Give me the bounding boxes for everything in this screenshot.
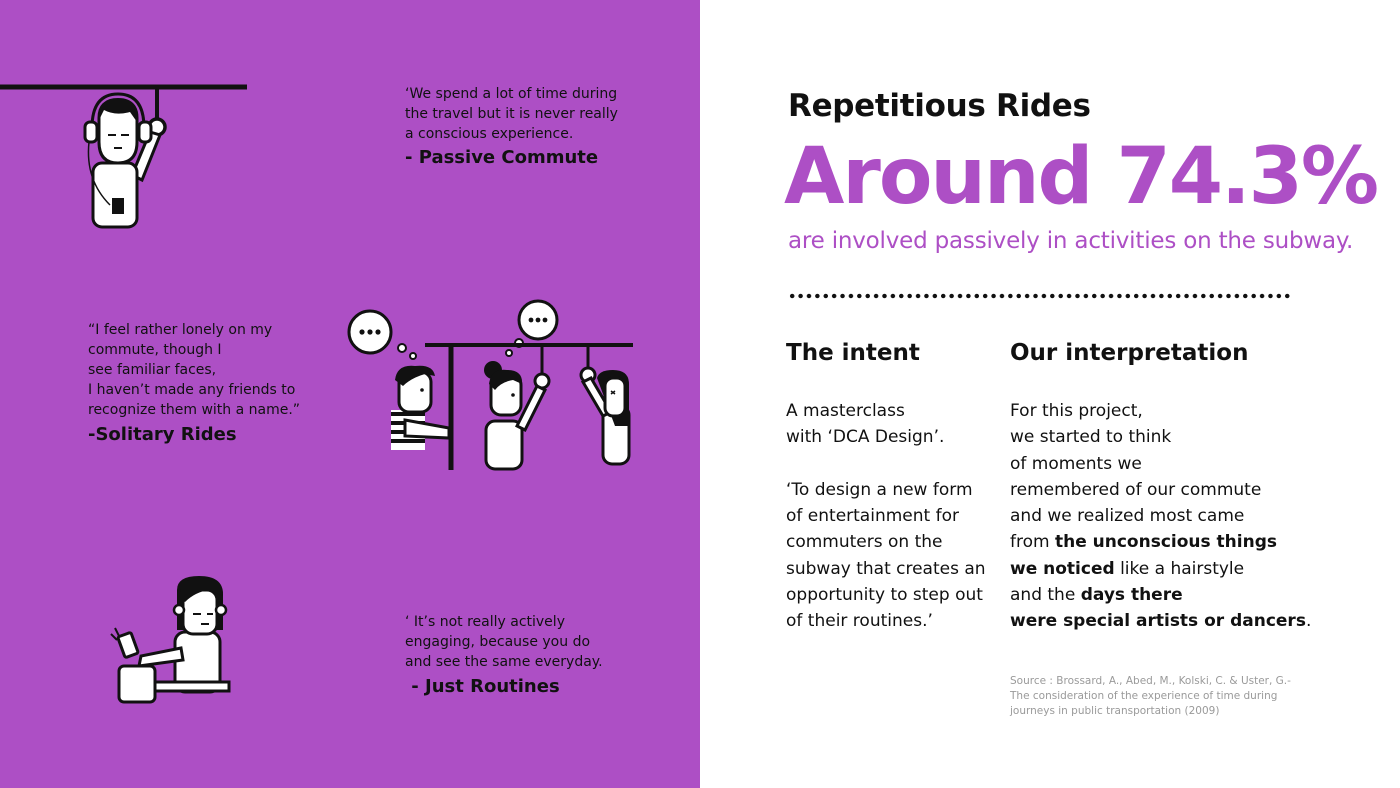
seated-passenger-with-phone-icon	[105, 570, 245, 710]
commuter-with-headphones-icon	[0, 80, 260, 240]
intent-quote-line: subway that creates an	[786, 558, 986, 579]
page-title: Repetitious Rides	[788, 88, 1091, 124]
intent-quote-line: of entertainment for	[786, 506, 959, 527]
just-routines-attribution: - Just Routines	[405, 676, 560, 697]
solitary-rides-quote: “I feel rather lonely on my commute, though I see familiar faces, I haven’t made any friends to recognize them with a name.”	[88, 322, 301, 418]
intent-spacer	[786, 451, 986, 477]
intent-quote-line: commuters on the	[786, 532, 943, 553]
interpretation-line: we started to think	[1010, 427, 1172, 448]
interpretation-text: and the	[1010, 585, 1081, 606]
interpretation-emphasis: were special artists or dancers	[1010, 611, 1306, 632]
solitary-rides-attribution: -Solitary Rides	[88, 424, 237, 445]
intent-line: with ‘DCA Design’.	[786, 427, 945, 448]
passive-commute-attribution: - Passive Commute	[405, 147, 599, 168]
interpretation-emphasis: we noticed	[1010, 558, 1115, 579]
interpretation-line: and we realized most came	[1010, 506, 1245, 527]
interpretation-text: like a hairstyle	[1114, 558, 1245, 579]
stats-panel	[700, 0, 1400, 788]
statistic-subline: are involved passively in activities on the subway.	[788, 228, 1354, 254]
interpretation-line	[1010, 556, 1311, 582]
intent-body	[786, 398, 986, 635]
dotted-divider	[788, 293, 1293, 299]
intent-quote-line: ‘To design a new form	[786, 479, 973, 500]
intent-title: The intent	[786, 340, 920, 366]
interpretation-emphasis: days there	[1080, 585, 1183, 606]
passengers-holding-handrails-icon	[345, 298, 645, 478]
interpretation-title: Our interpretation	[1010, 340, 1249, 366]
interpretation-text: .	[1305, 611, 1312, 632]
intent-quote-line: opportunity to step out	[786, 585, 983, 606]
intent-quote-line: of their routines.’	[786, 611, 933, 632]
source-citation: Source : Brossard, A., Abed, M., Kolski, C. & Uster, G.- The consideration of the experience of time during journeys in public transportation (2009)	[1010, 675, 1291, 717]
interpretation-text: from	[1010, 532, 1055, 553]
headline-statistic: Around 74.3%	[784, 132, 1378, 222]
just-routines-quote: ‘ It’s not really actively engaging, because you do and see the same everyday.	[405, 614, 603, 670]
interpretation-line: For this project,	[1010, 401, 1143, 421]
interpretation-line	[1010, 529, 1311, 555]
passive-commute-quote: ‘We spend a lot of time during the travel but it is never really a conscious experience.	[405, 86, 618, 142]
intent-line: A masterclass	[786, 401, 905, 421]
interpretation-line: remembered of our commute	[1010, 479, 1262, 500]
interpretation-line: of moments we	[1010, 453, 1142, 474]
interpretation-line	[1010, 608, 1311, 634]
interpretation-line	[1010, 582, 1311, 608]
interpretation-body	[1010, 398, 1311, 635]
interpretation-emphasis: the unconscious things	[1054, 532, 1277, 553]
